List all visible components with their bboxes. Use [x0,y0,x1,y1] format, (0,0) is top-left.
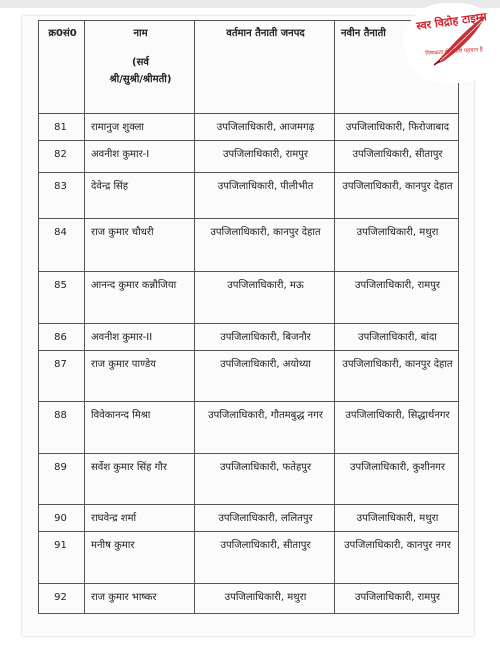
serial-cell: 81 [39,114,85,141]
name-cell: राज कुमार पाण्डेय [85,351,195,402]
table-row [39,173,459,219]
serial-cell: 86 [39,324,85,351]
new-posting-cell: उपजिलाधिकारी, फिरोजाबाद [335,114,459,141]
name-cell: आनन्द कुमार कन्नौजिया [85,272,195,324]
new-posting-cell: उपजिलाधिकारी, बांदा [335,324,459,351]
current-posting-cell: उपजिलाधिकारी, रामपुर [195,141,335,173]
name-cell: देवेन्द्र सिंह [85,173,195,219]
serial-cell: 83 [39,173,85,219]
header-serial: क्र0सं0 [39,21,85,114]
name-cell: राज कुमार चौधरी [85,219,195,272]
header-current-posting: वर्तमान तैनाती जनपद [195,21,335,114]
logo-tagline: निष्पक्षता ही हमारी पहचान है [425,47,483,57]
transfer-table [38,20,459,614]
header-name-main: नाम [133,28,148,39]
new-posting-cell: उपजिलाधिकारी, कानपुर देहात [335,173,459,219]
new-posting-cell: उपजिलाधिकारी, मथुरा [335,505,459,532]
new-posting-cell: उपजिलाधिकारी, सिद्धार्थनगर [335,402,459,454]
new-posting-cell: उपजिलाधिकारी, कुशीनगर [335,454,459,505]
new-posting-cell: उपजिलाधिकारी, कानपुर देहात [335,351,459,402]
table-row [39,402,459,454]
current-posting-cell: उपजिलाधिकारी, ललितपुर [195,505,335,532]
header-name [85,21,195,114]
serial-cell: 92 [39,584,85,614]
serial-cell: 89 [39,454,85,505]
newspaper-logo [404,3,500,83]
serial-cell: 91 [39,532,85,584]
name-cell: राज कुमार भाष्कर [85,584,195,614]
header-name-sub1: (सर्व [132,57,149,68]
name-cell: मनीष कुमार [85,532,195,584]
table-row [39,505,459,532]
serial-cell: 88 [39,402,85,454]
name-cell: अवनीश कुमार-II [85,324,195,351]
header-name-sub2: श्री/सुश्री/श्रीमती) [109,74,172,85]
new-posting-cell: उपजिलाधिकारी, कानपुर नगर [335,532,459,584]
current-posting-cell: उपजिलाधिकारी, बिजनौर [195,324,335,351]
table-row [39,351,459,402]
table-row [39,141,459,173]
table-row [39,272,459,324]
new-posting-cell: उपजिलाधिकारी, रामपुर [335,272,459,324]
table-row [39,324,459,351]
new-posting-cell: उपजिलाधिकारी, सीतापुर [335,141,459,173]
current-posting-cell: उपजिलाधिकारी, गौतमबुद्ध नगर [195,402,335,454]
name-cell: सर्वेश कुमार सिंह गौर [85,454,195,505]
current-posting-cell: उपजिलाधिकारी, कानपुर देहात [195,219,335,272]
serial-cell: 84 [39,219,85,272]
table-row [39,454,459,505]
current-posting-cell: उपजिलाधिकारी, मऊ [195,272,335,324]
serial-cell: 85 [39,272,85,324]
serial-cell: 90 [39,505,85,532]
table-row [39,584,459,614]
current-posting-cell: उपजिलाधिकारी, अयोध्या [195,351,335,402]
table-row [39,114,459,141]
new-posting-cell: उपजिलाधिकारी, मथुरा [335,219,459,272]
header-new-posting: नवीन तैनाती [335,21,459,114]
current-posting-cell: उपजिलाधिकारी, सीतापुर [195,532,335,584]
logo-title: स्वर विद्रोह टाइम्स [415,10,488,33]
table-row [39,532,459,584]
new-posting-cell: उपजिलाधिकारी, रामपुर [335,584,459,614]
current-posting-cell: उपजिलाधिकारी, पीलीभीत [195,173,335,219]
name-cell: विवेकानन्द मिश्रा [85,402,195,454]
name-cell: रामानुज शुक्ला [85,114,195,141]
name-cell: राघवेन्द्र शर्मा [85,505,195,532]
current-posting-cell: उपजिलाधिकारी, फतेहपुर [195,454,335,505]
serial-cell: 87 [39,351,85,402]
name-cell: अवनीश कुमार-I [85,141,195,173]
table-header-row [39,21,459,114]
current-posting-cell: उपजिलाधिकारी, मथुरा [195,584,335,614]
current-posting-cell: उपजिलाधिकारी, आजमगढ़ [195,114,335,141]
table-row [39,219,459,272]
serial-cell: 82 [39,141,85,173]
